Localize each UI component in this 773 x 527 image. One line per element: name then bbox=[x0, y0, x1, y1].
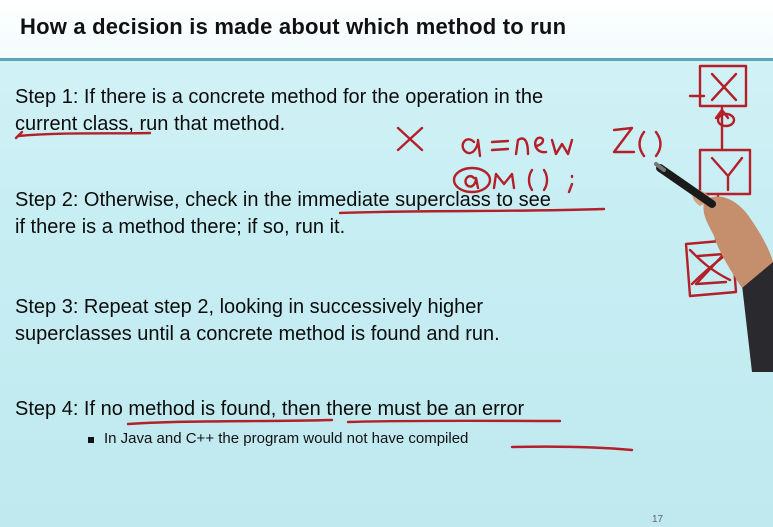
ink-a2 bbox=[466, 176, 478, 188]
step-1-line-1: Step 1: If there is a concrete method for the operation in the bbox=[15, 86, 544, 108]
ink-a bbox=[463, 139, 480, 156]
underline-compiled bbox=[512, 447, 632, 450]
step-3-line-1: Step 3: Repeat step 2, looking in successively higher bbox=[15, 296, 484, 318]
underline-then-there bbox=[348, 421, 560, 422]
page-number: 17 bbox=[652, 514, 664, 525]
ink-paren2 bbox=[529, 170, 547, 190]
underline-current-class bbox=[18, 133, 150, 136]
ink-parens bbox=[640, 132, 661, 156]
step-3-line-2: superclasses until a concrete method is found and run. bbox=[15, 323, 500, 345]
box-x-label bbox=[712, 74, 736, 100]
ink-circle-a bbox=[454, 168, 490, 192]
slide-title: How a decision is made about which method to run bbox=[20, 14, 567, 39]
ink-new bbox=[516, 138, 572, 154]
ink-equals bbox=[492, 141, 508, 150]
ink-x bbox=[398, 128, 422, 150]
ink-z bbox=[614, 128, 634, 152]
box-y-label bbox=[712, 158, 742, 190]
ink-semicolon bbox=[569, 176, 572, 192]
bullet-text: In Java and C++ the program would not have compiled bbox=[104, 430, 469, 447]
ink-m bbox=[494, 174, 514, 188]
pen bbox=[660, 168, 712, 204]
step-2-line-1: Step 2: Otherwise, check in the immediate superclass to see bbox=[15, 189, 551, 211]
step-1-line-2: current class, run that method. bbox=[15, 113, 286, 135]
underline-no-method bbox=[128, 420, 332, 424]
step-4-line-1: Step 4: If no method is found, then there must be an error bbox=[15, 398, 525, 420]
underline-immediate-superclass bbox=[340, 209, 604, 213]
step-2-line-2: if there is a method there; if so, run it. bbox=[15, 216, 346, 238]
